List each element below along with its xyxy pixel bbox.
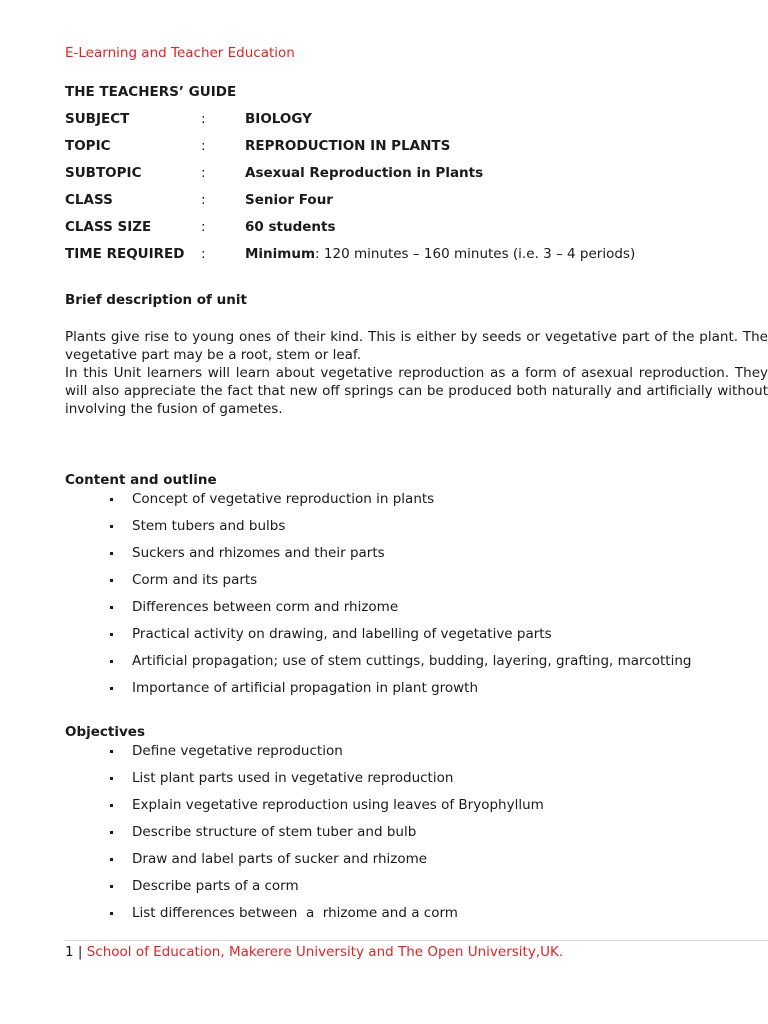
objectives-heading: Objectives — [65, 724, 145, 740]
info-label: TOPIC — [65, 138, 111, 154]
guide-title: THE TEACHERS’ GUIDE — [65, 84, 237, 100]
bullet-icon — [110, 525, 113, 528]
info-value: Senior Four — [245, 192, 333, 208]
brief-description — [65, 328, 768, 418]
bullet-icon — [110, 660, 113, 663]
time-value-bold: Minimum — [245, 246, 316, 262]
info-label: CLASS SIZE — [65, 219, 152, 235]
time-value-rest: : 120 minutes – 160 minutes (i.e. 3 – 4 periods) — [315, 246, 636, 262]
info-value: REPRODUCTION IN PLANTS — [245, 138, 451, 154]
info-value: Asexual Reproduction in Plants — [245, 165, 484, 181]
info-label: SUBTOPIC — [65, 165, 142, 181]
page-footer — [65, 944, 563, 960]
bullet-icon — [110, 858, 113, 861]
bullet-icon — [110, 804, 113, 807]
bullet-icon — [110, 552, 113, 555]
content-heading: Content and outline — [65, 472, 217, 488]
page-number: 1 | — [65, 944, 87, 960]
bullet-icon — [110, 750, 113, 753]
time-value — [245, 246, 635, 262]
bullet-icon — [110, 606, 113, 609]
info-colon: : — [201, 192, 206, 208]
info-colon: : — [201, 138, 206, 154]
info-label: SUBJECT — [65, 111, 130, 127]
bullet-icon — [110, 777, 113, 780]
info-colon: : — [201, 219, 206, 235]
info-label: CLASS — [65, 192, 113, 208]
bullet-icon — [110, 498, 113, 501]
info-value: 60 students — [245, 219, 336, 235]
footer-divider — [65, 940, 768, 941]
bullet-icon — [110, 579, 113, 582]
bullet-icon — [110, 633, 113, 636]
bullet-icon — [110, 885, 113, 888]
info-label: TIME REQUIRED — [65, 246, 185, 262]
header-title: E-Learning and Teacher Education — [65, 45, 295, 61]
bullet-icon — [110, 831, 113, 834]
info-colon: : — [201, 246, 206, 262]
document-page: E-Learning and Teacher Education THE TEACHERS’ GUIDE SUBJECT : BIOLOGY TOPIC : REPRODUCTION IN PLANTS SUBTOPIC : Asexual Reproduction in Plants CLASS : Senior Four CLASS SIZE : 60 students TIME REQUIRED : Minimum: 120 minutes – 160 minutes (i.e. 3 – 4 periods) Brief description of unit Plants give rise to young ones of their kind. This is either by seeds or vegetative part of the plant. The vegetative part may be a root, stem or leaf. In this Unit learners will learn about vegetative reproduction as a form of asexual reproduction. They will also appreciate the fact that new off springs can be produced both naturally and artificially without involving the fusion of gametes. Content and outline Concept of vegetative reproduction in plants Stem tubers and bulbs Suckers and rhizomes and their parts Corm and its parts Differences between corm and rhizome Practical activity on drawing, and labelling of vegetative parts Artificial propagation; use of stem cuttings, budding, layering, grafting, marcotting Importance of artificial propagation in plant growth Objectives Define vegetative reproduction List plant parts used in vegetative reproduction Explain vegetative reproduction using leaves of Bryophyllum Describe structure of stem tuber and bulb Draw and label parts of sucker and rhizome Describe parts of a corm List differences between a rhizome and a corm 1 | School of Education, Makerere University and The Open University,UK. — [65, 45, 768, 960]
bullet-icon — [110, 687, 113, 690]
bullet-icon — [110, 912, 113, 915]
brief-heading: Brief description of unit — [65, 292, 247, 308]
brief-paragraph-1: Plants give rise to young ones of their kind. This is either by seeds or vegetative part of the plant. The vegetative part may be a root, stem or leaf. — [65, 329, 768, 363]
info-colon: : — [201, 111, 206, 127]
footer-organization: School of Education, Makerere University and The Open University,UK. — [86, 944, 564, 960]
info-colon: : — [201, 165, 206, 181]
info-value: BIOLOGY — [245, 111, 312, 127]
brief-paragraph-2: In this Unit learners will learn about vegetative reproduction as a form of asexual reproduction. They will also appreciate the fact that new off springs can be produced both naturally and artificially without involving the fusion of gametes. — [65, 365, 768, 417]
